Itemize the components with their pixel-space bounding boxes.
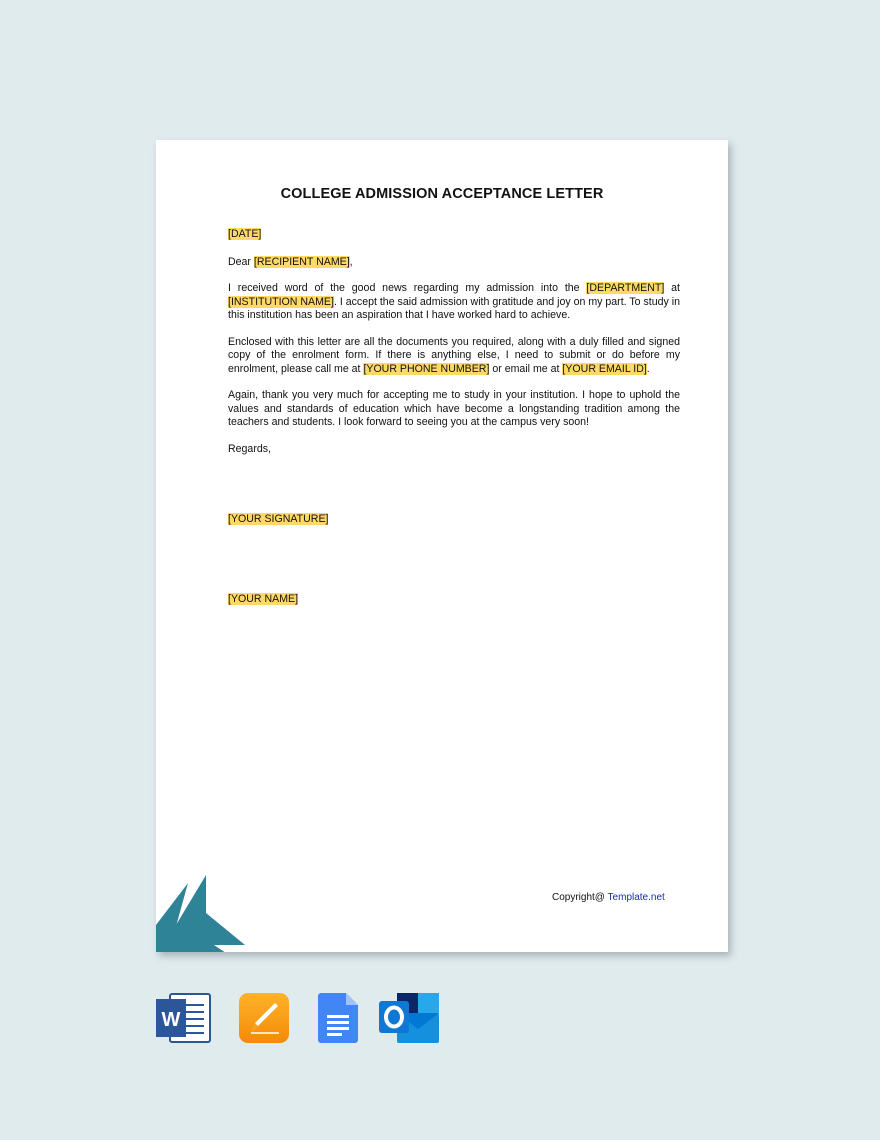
salutation (228, 256, 680, 270)
signature-line (228, 513, 328, 525)
signature-placeholder: [YOUR SIGNATURE] (228, 513, 329, 525)
brand-link[interactable]: Template.net (607, 892, 665, 903)
p1-text-3: . I accept the said admission with gratitude and joy on my part. To study in this institution has been an aspiration that I have worked hard to achieve. (228, 295, 680, 321)
p2-text-3: . (646, 362, 650, 375)
p1-text-1: I received word of the good news regarding my admission into the (228, 282, 587, 294)
name-line (228, 593, 298, 605)
app-icons-row (156, 993, 456, 1043)
copyright-text (552, 892, 665, 903)
email-placeholder: [YOUR EMAIL ID] (562, 362, 647, 375)
date-line (228, 228, 680, 242)
sail-logo-icon (156, 873, 248, 952)
letter-page (156, 140, 728, 952)
svg-text:W: W (161, 1009, 181, 1031)
phone-placeholder: [YOUR PHONE NUMBER] (363, 362, 490, 375)
letter-title: COLLEGE ADMISSION ACCEPTANCE LETTER (280, 186, 604, 202)
p2-text-2: or email me at (489, 362, 563, 375)
paragraph-3: Again, thank you very much for accepting me to study in your institution. I hope to uphold the values and standards of education which have become a longstanding tradition among the teachers and students. I look forward to seeing you at the campus very soon! (228, 389, 680, 428)
department-placeholder: [DEPARTMENT] (586, 282, 665, 294)
pages-icon[interactable] (239, 993, 289, 1043)
closing: Regards, (228, 442, 271, 455)
dear-prefix: Dear (228, 255, 254, 268)
paragraph-1 (228, 282, 680, 323)
paragraph-2 (228, 336, 680, 377)
date-placeholder: [DATE] (228, 228, 262, 240)
outlook-icon[interactable] (379, 993, 439, 1043)
dear-suffix: , (349, 255, 353, 268)
p2-text-1: Enclosed with this letter are all the documents you required, along with a duly filled and signed copy of the enrolment form. If there is anything else, I need to submit or do before my enrolment, please call me at (228, 335, 680, 375)
word-icon[interactable] (156, 993, 212, 1043)
institution-placeholder: [INSTITUTION NAME] (228, 295, 334, 308)
google-docs-icon[interactable] (318, 993, 358, 1043)
p1-text-2: at (664, 282, 680, 294)
recipient-placeholder: [RECIPIENT NAME] (253, 255, 350, 268)
copyright-prefix: Copyright@ (552, 892, 608, 903)
letter-body (228, 228, 680, 456)
name-placeholder: [YOUR NAME] (228, 593, 299, 605)
